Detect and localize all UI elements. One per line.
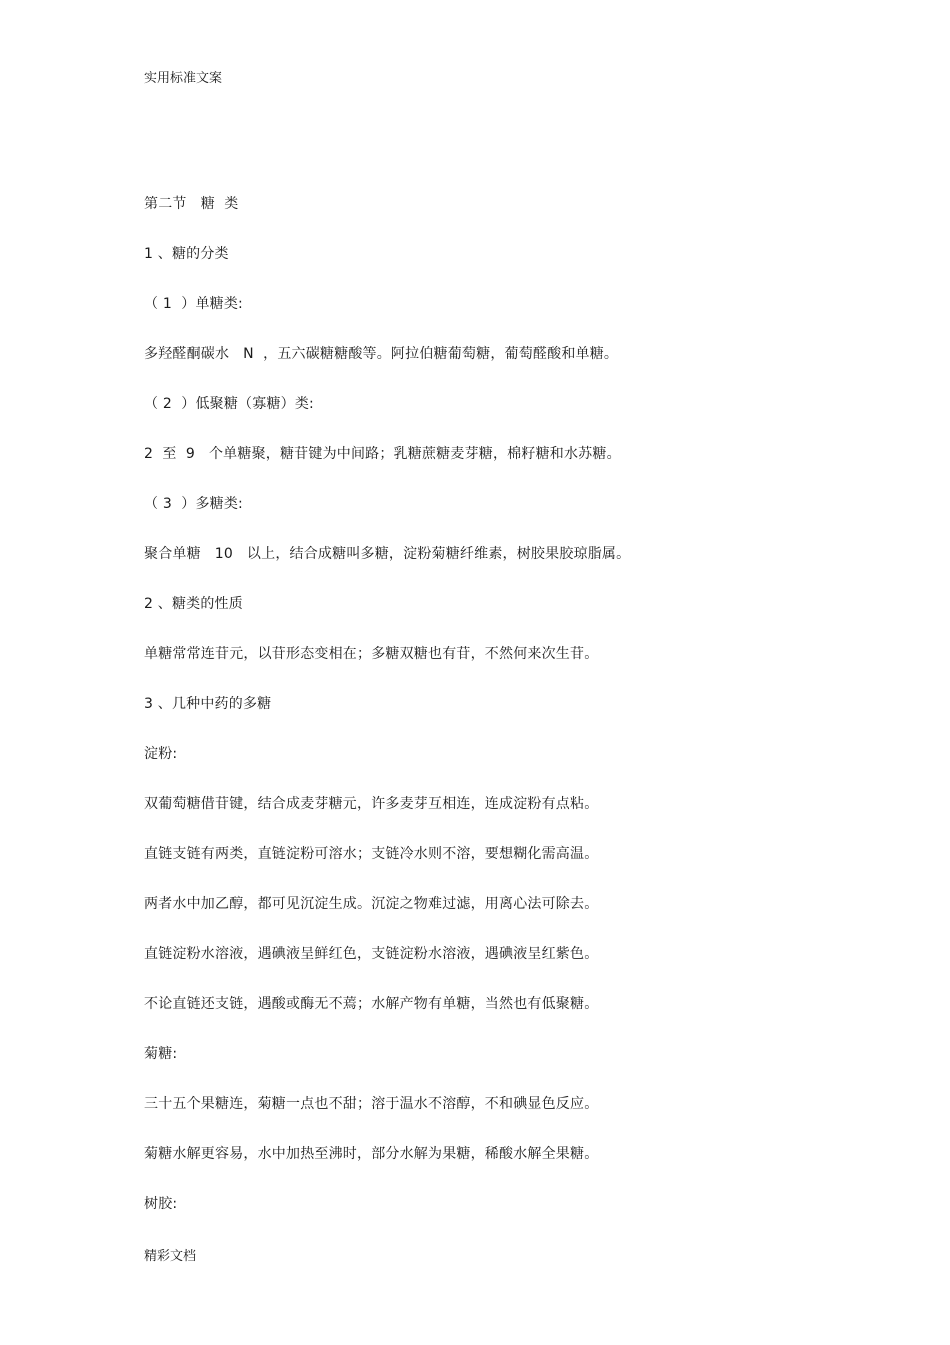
subheading-oligosaccharides: （ 2 ）低聚糖（寡糖）类: [144, 396, 314, 412]
text-line: 直链淀粉水溶液，遇碘液呈鲜红色，支链淀粉水溶液，遇碘液呈红紫色。 [144, 946, 599, 962]
heading-properties: 2 、糖类的性质 [144, 596, 243, 612]
text-line: 不论直链还支链，遇酸或酶无不蔫；水解产物有单糖，当然也有低聚糖。 [144, 996, 599, 1012]
text-line: 聚合单糖 10 以上，结合成糖叫多糖，淀粉菊糖纤维素，树胶果胶琼脂属。 [144, 546, 631, 562]
text-line: 菊糖水解更容易，水中加热至沸时，部分水解为果糖，稀酸水解全果糖。 [144, 1146, 599, 1162]
subheading-starch: 淀粉: [144, 746, 178, 762]
text-line: 双葡萄糖借苷键，结合成麦芽糖元，许多麦芽互相连，连成淀粉有点粘。 [144, 796, 599, 812]
page-footer: 精彩文档 [144, 1249, 197, 1264]
text-line: 2 至 9 个单糖聚，糖苷键为中间路；乳糖蔗糖麦芽糖，棉籽糖和水苏糖。 [144, 446, 621, 462]
subheading-inulin: 菊糖: [144, 1046, 178, 1062]
section-title: 第二节 糖 类 [144, 196, 239, 212]
subheading-polysaccharides: （ 3 ）多糖类: [144, 496, 243, 512]
text-line: 多羟醛酮碳水 N ，五六碳糖糖酸等。阿拉伯糖葡萄糖，葡萄醛酸和单糖。 [144, 346, 619, 362]
heading-herbal-polysaccharides: 3 、几种中药的多糖 [144, 696, 272, 712]
heading-classification: 1 、糖的分类 [144, 246, 229, 262]
subheading-monosaccharides: （ 1 ）单糖类: [144, 296, 243, 312]
text-line: 单糖常常连苷元，以苷形态变相在；多糖双糖也有苷，不然何来次生苷。 [144, 646, 599, 662]
text-line: 三十五个果糖连，菊糖一点也不甜；溶于温水不溶醇，不和碘显色反应。 [144, 1096, 599, 1112]
page-header: 实用标准文案 [144, 71, 223, 86]
text-line: 直链支链有两类，直链淀粉可溶水；支链冷水则不溶，要想糊化需高温。 [144, 846, 599, 862]
subheading-gum: 树胶: [144, 1196, 178, 1212]
document-body [144, 195, 844, 1245]
text-line: 两者水中加乙醇，都可见沉淀生成。沉淀之物难过滤，用离心法可除去。 [144, 896, 599, 912]
